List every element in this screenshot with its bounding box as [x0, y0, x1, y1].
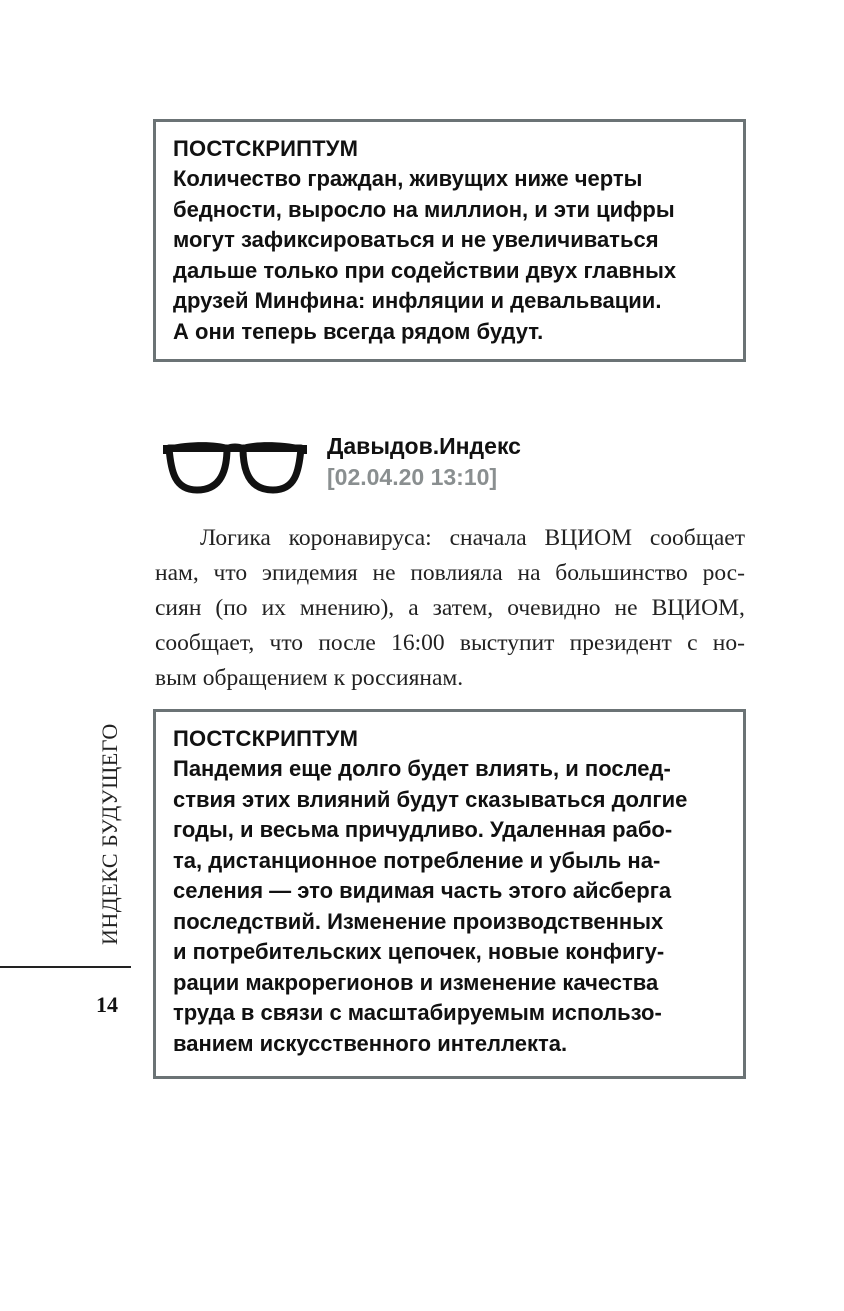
body-word: на — [517, 560, 541, 586]
postscript-line: та, дистанционное потребление и убыль на- — [173, 847, 661, 873]
postscript-line: ствия этих влияний будут сказываться долгие — [173, 786, 688, 812]
body-word: не — [372, 560, 396, 586]
postscript-line: бедности, выросло на миллион, и эти цифры — [173, 196, 675, 222]
body-word: выступит — [459, 630, 555, 656]
running-head: ИНДЕКС БУДУЩЕГО — [97, 723, 122, 945]
postscript-line: труда в связи с масштабируемым использо- — [173, 1000, 662, 1025]
body-word: сообщает — [649, 525, 745, 551]
body-word: коронавируса: — [288, 525, 432, 551]
postscript-title: ПОСТСКРИПТУМ — [173, 726, 359, 751]
body-word: но- — [712, 630, 745, 656]
body-word: после — [318, 630, 376, 656]
body-word: Логика — [200, 525, 271, 551]
body-word: с — [687, 630, 698, 656]
body-line — [155, 591, 745, 626]
body-word: к — [333, 665, 346, 691]
postscript-line: дальше только при содействии двух главных — [173, 257, 677, 283]
postscript-box — [153, 709, 746, 1079]
body-word: сиян — [155, 595, 202, 621]
postscript-line: Пандемия еще долго будет влиять, и послед- — [173, 756, 671, 781]
postscript-line: последствий. Изменение производственных — [173, 908, 664, 934]
postscript-line: Количество граждан, живущих ниже черты — [173, 166, 643, 191]
glasses-icon — [163, 436, 307, 494]
body-word: что — [269, 630, 304, 656]
body-line — [155, 556, 745, 591]
body-word: большинство — [555, 560, 688, 586]
postscript-line: А они теперь всегда рядом будут. — [173, 318, 544, 344]
post-date: [02.04.20 13:10] — [327, 464, 498, 490]
body-word: повлияла — [410, 560, 503, 586]
body-word: а — [408, 595, 419, 621]
body-line — [155, 661, 745, 696]
body-line — [155, 521, 745, 556]
body-word: их — [261, 595, 286, 621]
body-word: россиянам. — [351, 665, 464, 691]
body-line — [155, 626, 745, 661]
body-word: мнению), — [299, 595, 395, 621]
body-word: рос- — [702, 560, 745, 586]
body-word: 16:00 — [391, 630, 445, 656]
post-author: Давыдов.Индекс — [327, 433, 521, 459]
body-word: обращением — [202, 665, 328, 691]
body-word: сначала — [449, 525, 527, 551]
divider — [0, 966, 131, 968]
postscript-line: годы, и весьма причудливо. Удаленная рабо- — [173, 817, 673, 842]
postscript-line: селения — это видимая часть этого айсберга — [173, 878, 672, 903]
body-word: вым — [155, 665, 197, 691]
body-word: президент — [569, 630, 672, 656]
body-word: эпидемия — [261, 560, 358, 586]
postscript-line: могут зафиксироваться и не увеличиваться — [173, 227, 659, 252]
page-number: 14 — [96, 992, 118, 1017]
body-word: очевидно — [507, 595, 601, 621]
postscript-line: друзей Минфина: инфляции и девальвации. — [173, 288, 662, 313]
postscript-line: рации макрорегионов и изменение качества — [173, 969, 659, 995]
body-word: нам, — [155, 560, 199, 586]
postscript-line: ванием искусственного интеллекта. — [173, 1030, 568, 1056]
body-word: не — [614, 595, 638, 621]
body-word: ВЦИОМ — [544, 525, 633, 551]
postscript-line: и потребительских цепочек, новые конфигу- — [173, 939, 665, 964]
body-word: ВЦИОМ, — [651, 595, 745, 621]
postscript-box — [153, 119, 746, 362]
body-word: что — [213, 560, 248, 586]
body-word: затем, — [432, 595, 494, 621]
body-word: (по — [215, 595, 248, 621]
postscript-title: ПОСТСКРИПТУМ — [173, 136, 359, 161]
body-word: сообщает, — [155, 630, 255, 656]
post-body — [155, 521, 745, 696]
